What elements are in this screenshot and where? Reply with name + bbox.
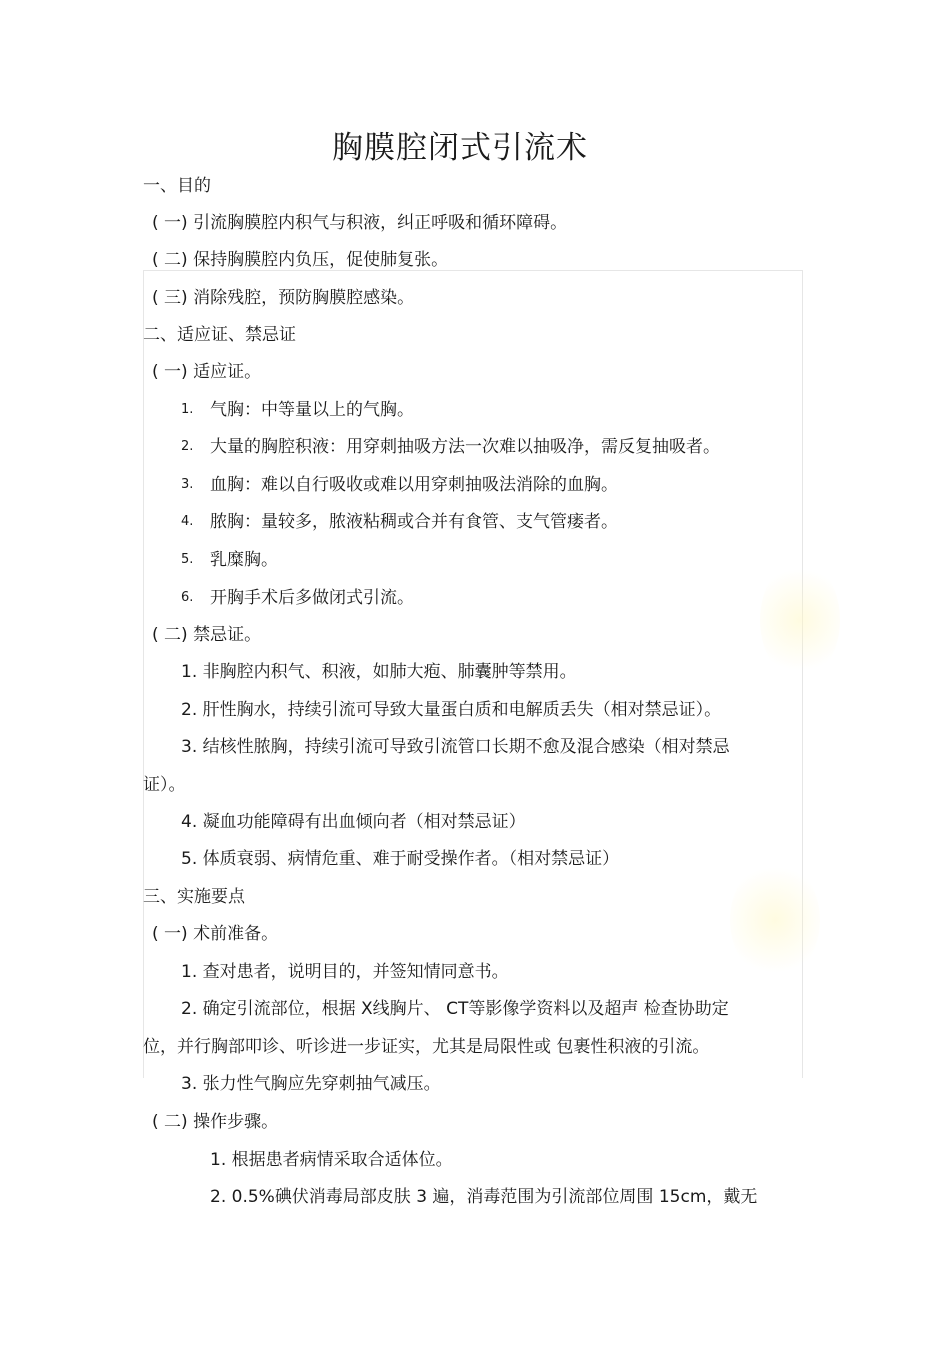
list-number: 2. [181,439,194,454]
list-item: 5. 体质衰弱、病情危重、难于耐受操作者。（相对禁忌证） [181,849,620,869]
background-glow [760,560,840,680]
list-item: 3. 张力性气胸应先穿刺抽气减压。 [181,1074,441,1094]
list-item: 大量的胸腔积液：用穿刺抽吸方法一次难以抽吸净，需反复抽吸者。 [210,437,720,457]
subsection-heading: ( 二) 操作步骤。 [152,1112,279,1132]
background-glow [730,860,820,980]
section-heading-indications: 二、适应证、禁忌证 [143,325,296,345]
paragraph: ( 一) 引流胸膜腔内积气与积液，纠正呼吸和循环障碍。 [152,213,568,233]
list-item-continuation: 位，并行胸部叩诊、听诊进一步证实，尤其是局限性或 包裹性积液的引流。 [143,1037,710,1057]
list-item: 4. 凝血功能障碍有出血倾向者（相对禁忌证） [181,812,526,832]
list-item: 1. 根据患者病情采取合适体位。 [210,1150,453,1170]
list-item: 1. 非胸腔内积气、积液，如肺大疱、肺囊肿等禁用。 [181,662,577,682]
list-item-continuation: 证）。 [143,775,186,795]
list-number: 5. [181,552,194,567]
list-item: 血胸：难以自行吸收或难以用穿刺抽吸法消除的血胸。 [210,475,618,495]
list-number: 4. [181,514,194,529]
list-item: 脓胸：量较多，脓液粘稠或合并有食管、支气管瘘者。 [210,512,618,532]
subsection-heading: ( 一) 适应证。 [152,362,262,382]
section-heading-procedure: 三、实施要点 [143,887,245,907]
list-item: 1. 查对患者，说明目的，并签知情同意书。 [181,962,509,982]
list-item: 开胸手术后多做闭式引流。 [210,588,414,608]
list-item: 2. 确定引流部位，根据 X线胸片、 CT等影像学资料以及超声 检查协助定 [181,999,729,1019]
page-title: 胸膜腔闭式引流术 [332,130,588,166]
list-item: 乳糜胸。 [210,550,278,570]
list-item: 2. 0.5%碘伏消毒局部皮肤 3 遍，消毒范围为引流部位周围 15cm，戴无 [210,1187,758,1207]
paragraph: ( 二) 保持胸膜腔内负压，促使肺复张。 [152,250,449,270]
list-number: 6. [181,590,194,605]
subsection-heading: ( 二) 禁忌证。 [152,625,262,645]
list-item: 2. 肝性胸水，持续引流可导致大量蛋白质和电解质丢失（相对禁忌证）。 [181,700,722,720]
list-number: 1. [181,402,194,417]
section-heading-purpose: 一、目的 [143,176,211,196]
list-item: 气胸：中等量以上的气胸。 [210,400,414,420]
paragraph: ( 三) 消除残腔，预防胸膜腔感染。 [152,288,415,308]
list-item: 3. 结核性脓胸，持续引流可导致引流管口长期不愈及混合感染（相对禁忌 [181,737,730,757]
list-number: 3. [181,477,194,492]
subsection-heading: ( 一) 术前准备。 [152,924,279,944]
